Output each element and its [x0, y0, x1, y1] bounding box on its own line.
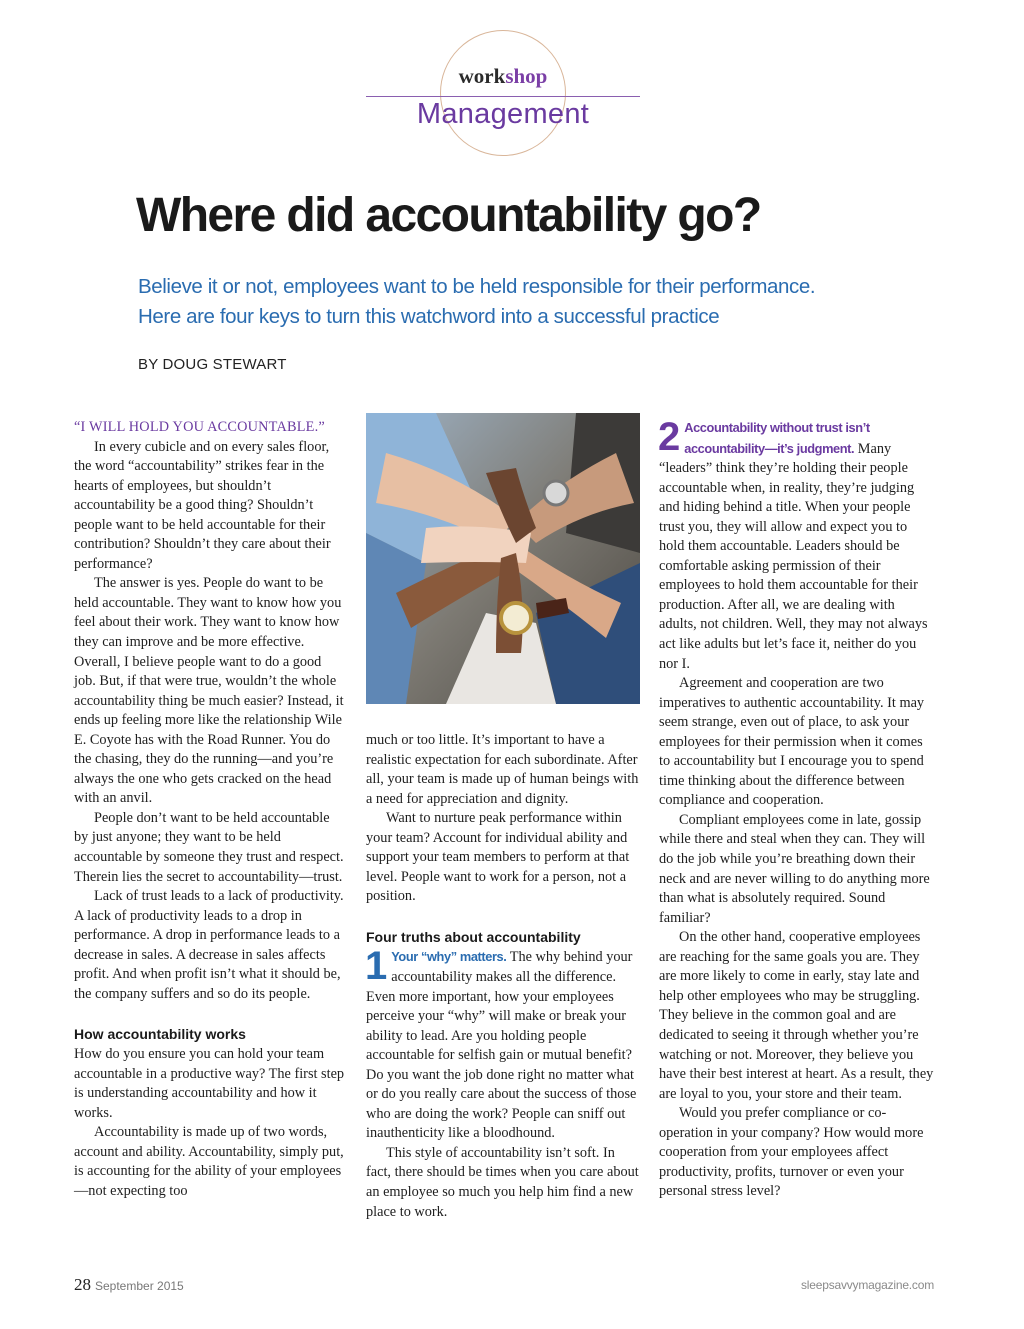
header-circle-ornament [440, 30, 566, 156]
dek-line: Believe it or not, employees want to be held responsible for their performance. [138, 275, 816, 298]
truth-lead: Accountability without trust isn’t accountability—it’s judgment. [684, 420, 870, 456]
workshop-prefix: work [458, 64, 506, 88]
truth-number: 1 [365, 944, 388, 989]
truth-text: Many “leaders” think they’re holding their people accountable when, in reality, they’re judging and hiding behind a title. When your people trust you, they will allow and expect you to hold them accountable. Leaders should be comfortable asking permission of their employees to hold them accountable for their production. After all, we are dealing with adults, not children. Well, they may not always act like adults but let’s face it, neither do you nor I. [659, 440, 928, 672]
paragraph: How do you ensure you can hold your team accountable in a productive way? The first step is understanding accountability and how it works. [74, 1045, 345, 1121]
paragraph: Would you prefer compliance or cooperation in your company? How would more cooperation from your employees affect productivity, profits, turnover or even your personal stress level? [659, 1105, 924, 1200]
article-column-2 [366, 731, 640, 1222]
truth-lead: Your “why” matters. [391, 949, 507, 965]
article-dek [138, 272, 958, 332]
truth-number: 2 [658, 415, 681, 459]
header-divider [366, 96, 640, 97]
opening-kicker: “I WILL HOLD YOU ACCOUNTABLE.” [74, 419, 325, 435]
byline: BY DOUG STEWART [138, 356, 287, 373]
issue-date: September 2015 [95, 1279, 184, 1293]
truth-item-2 [658, 415, 935, 674]
department-label [366, 64, 640, 89]
article-column-3 [658, 415, 935, 1202]
paragraph: This style of accountability isn’t soft. In fact, there should be times when you care about an employee so much you help him find a new place to work. [366, 1144, 639, 1220]
paragraph: Lack of trust leads to a lack of productivity. A lack of productivity leads to a drop in performance. A drop in performance leads to a decrease in sales. A decrease in sales affects profit. And when profit isn’t what it should be, the company suffers and so do its people. [74, 888, 344, 1002]
paragraph: On the other hand, cooperative employees are reaching for the same goals you are. They are more likely to come in early, stay late and help other employees who may be struggling. They believe in the common goal and are dedicated to seeing it through whether you’re watching or not. Moreover, they believe you have their best interest at heart. As a result, they are loyal to you, your store and their team. [659, 929, 934, 1102]
subhead-how-accountability-works: How accountability works [74, 1026, 246, 1043]
section-title: Management [416, 98, 590, 130]
page-number: 28 [74, 1275, 91, 1294]
paragraph: Agreement and cooperation are two imperatives to authentic accountability. It may seem strange, even out of place, to ask your employees for their permission when it comes to accountability but I encourage you to spend time thinking about the difference between compliance and cooperation. [659, 675, 925, 809]
truth-text: The why behind your accountability makes all the difference. Even more important, how your employees perceive your “why” will make or break your ability to lead. Are you holding people accountable for selfish gain or mutual benefit? Do you want the job done right no matter what or do you really care about the success of those who are doing the work? People can sniff out inauthenticity like a bloodhound. [366, 949, 637, 1142]
dek-line: Here are four keys to turn this watchword into a successful practice [138, 305, 720, 328]
paragraph: The answer is yes. People do want to be held accountable. They want to know how you feel about their work. They want to know how they can improve and be more effective. Overall, I believe people want to do a good job. But, if that were true, wouldn’t the whole accountability thing be much easier? Instead, it ends up feeling more like the relationship Wile E. Coyote has with the Road Runner. You do the chasing, they do the running—and you’re always the one who gets cracked on the head with an anvil. [74, 575, 344, 807]
paragraph: People don’t want to be held accountable by just anyone; they want to be held accountable by someone they trust and respect. Therein lies the secret to accountability—trust. [74, 809, 344, 885]
paragraph: Accountability is made up of two words, account and ability. Accountability, simply put, is accounting for the ability of your employees—not expecting too [74, 1124, 344, 1199]
paragraph: Want to nurture peak performance within your team? Account for individual ability and support your team members to perform at that level. People want to work for a person, not a position. [366, 810, 630, 905]
footer-folio [74, 1275, 184, 1295]
paragraph: Compliant employees come in late, gossip while there and steal when they can. They will do the job while you’re breathing down their neck and are never willing to do anything more than what is absolutely required. Sound familiar? [659, 811, 930, 926]
hands-photo-illustration [366, 413, 640, 704]
workshop-suffix: shop [505, 64, 548, 88]
article-headline: Where did accountability go? [136, 189, 761, 242]
article-column-1 [74, 418, 346, 1201]
truth-item-1 [365, 944, 640, 1143]
paragraph: much or too little. It’s important to have a realistic expectation for each subordinate. After all, your team is made up of human beings with a need for appreciation and dignity. [366, 732, 639, 807]
hands-together-photo [366, 413, 640, 704]
subhead-four-truths: Four truths about accountability [366, 928, 581, 945]
paragraph: In every cubicle and on every sales floor, the word “accountability” strikes fear in the hearts of employees, but shouldn’t accountability be a good thing? Shouldn’t people want to be held accountable for their contribution? Shouldn’t they care about their performance? [74, 438, 331, 572]
footer-website: sleepsavvymagazine.com [801, 1278, 934, 1292]
